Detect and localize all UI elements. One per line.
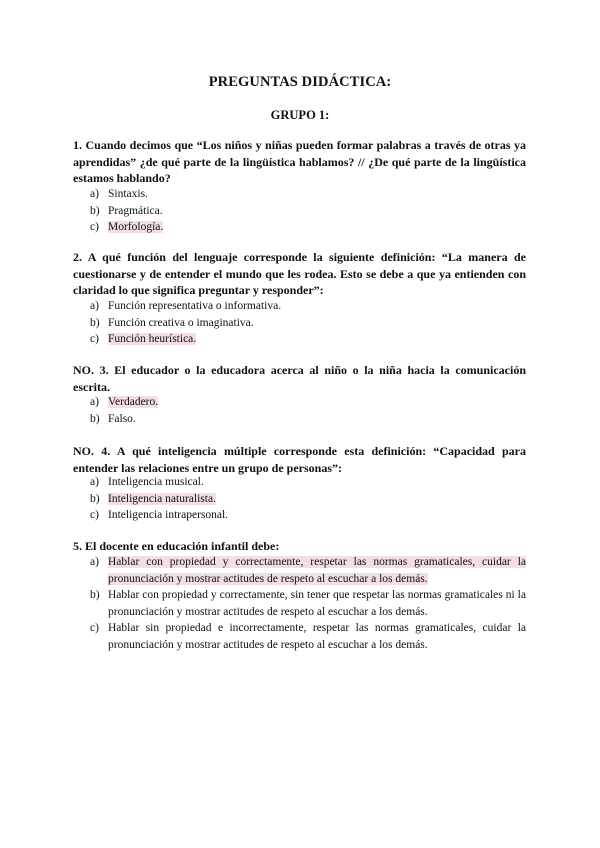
option-4c[interactable] (90, 507, 526, 524)
option-marker: a) (90, 396, 99, 408)
option-3b[interactable] (90, 411, 526, 428)
option-3a[interactable] (90, 394, 526, 411)
option-1c[interactable] (90, 219, 526, 236)
option-text-highlighted: Morfología. (108, 221, 164, 233)
option-marker: c) (90, 622, 99, 634)
option-text: Sintaxis. (108, 188, 148, 200)
option-text-highlighted: Función heurística. (108, 333, 197, 345)
option-4b[interactable] (90, 491, 526, 508)
option-2c[interactable] (90, 331, 526, 348)
option-marker: a) (90, 556, 99, 568)
option-text-highlighted: Inteligencia naturalista. (108, 492, 216, 505)
option-text: Falso. (108, 412, 136, 425)
option-5a[interactable] (90, 554, 526, 587)
option-text: Función creativa o imaginativa. (108, 316, 254, 329)
option-4a[interactable] (90, 474, 526, 491)
question-5-options (90, 554, 526, 653)
option-5c[interactable] (90, 620, 526, 653)
question-3-options (90, 394, 526, 427)
group-heading: GRUPO 1: (270, 108, 330, 122)
option-marker: c) (90, 221, 99, 233)
option-marker: b) (90, 589, 100, 601)
option-text: Función representativa o informativa. (108, 300, 282, 312)
option-5b[interactable] (90, 587, 526, 620)
question-5: 5. El docente en educación infantil debe: (73, 539, 280, 553)
option-text-highlighted: Hablar con propiedad y correctamente, respetar las normas gramaticales, cuidar la pronunciación y mostrar actitudes de respeto al escuchar a los demás. (108, 556, 526, 585)
option-marker: b) (90, 412, 100, 425)
option-text: Hablar con propiedad y correctamente, sin tener que respetar las normas gramaticales ni la pronunciación y mostrar actitudes de respeto al escuchar a los demás. (108, 589, 526, 618)
option-marker: a) (90, 300, 99, 312)
option-marker: b) (90, 316, 100, 329)
option-marker: a) (90, 476, 99, 488)
option-2a[interactable] (90, 298, 526, 315)
option-1b[interactable] (90, 203, 526, 220)
question-2: 2. A qué función del lenguaje corresponde la siguiente definición: “La manera de cuestionarse y de entender el mundo que les rodea. Esto se debe a que ya entienden con claridad lo que significa preguntar y responder”: (73, 250, 526, 297)
option-1a[interactable] (90, 186, 526, 203)
question-3: NO. 3. El educador o la educadora acerca al niño o la niña hacia la comunicación escrita. (73, 363, 526, 394)
option-text: Inteligencia intrapersonal. (108, 509, 229, 521)
option-text: Inteligencia musical. (108, 476, 204, 488)
question-2-options (90, 298, 526, 348)
question-1: 1. Cuando decimos que “Los niños y niñas pueden formar palabras a través de otras ya aprendidas” ¿de qué parte de la lingüística hablamos? // ¿De qué parte de la lingüística estamos hablando? (73, 138, 526, 185)
page-title: PREGUNTAS DIDÁCTICA: (208, 74, 392, 90)
option-2b[interactable] (90, 315, 526, 332)
option-text: Pragmática. (108, 204, 163, 217)
option-marker: b) (90, 492, 100, 505)
question-4-options (90, 474, 526, 524)
option-marker: c) (90, 333, 99, 345)
option-marker: c) (90, 509, 99, 521)
question-4: NO. 4. A qué inteligencia múltiple corresponde esta definición: “Capacidad para entender las relaciones entre un grupo de personas”: (73, 444, 526, 475)
question-1-options (90, 186, 526, 236)
option-marker: a) (90, 188, 99, 200)
option-marker: b) (90, 204, 100, 217)
option-text: Hablar sin propiedad e incorrectamente, respetar las normas gramaticales, cuidar la pronunciación y mostrar actitudes de respeto al escuchar a los demás. (108, 622, 526, 651)
option-text-highlighted: Verdadero. (108, 396, 159, 408)
